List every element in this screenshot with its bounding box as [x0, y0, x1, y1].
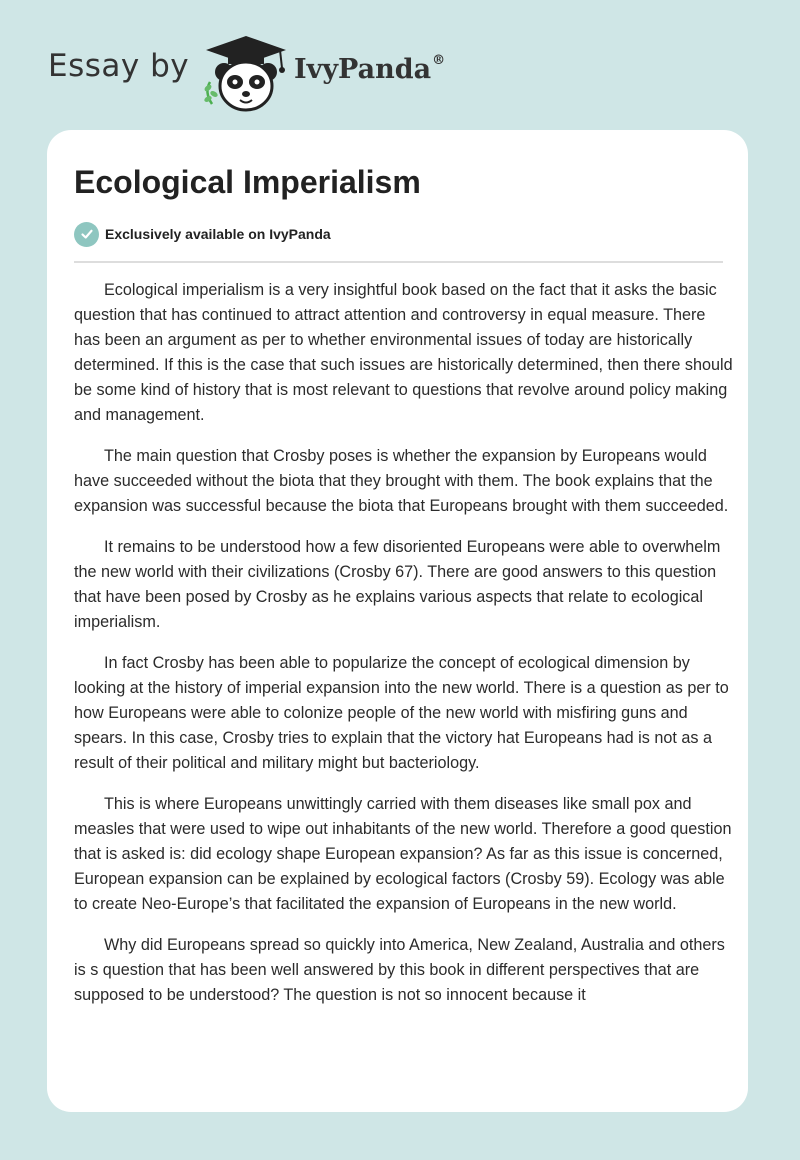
essay-by-label: Essay by [48, 48, 190, 84]
page-title: Ecological Imperialism [74, 164, 421, 200]
brand-name[interactable]: IvyPanda® [294, 53, 446, 85]
paragraph: In fact Crosby has been able to popularize the concept of ecological dimension by looking at the history of imperial expansion into the new world. There is a question as per to how Europeans were able to colonize people of the new world with misfiring guns and spears. In this case, Crosby tries to explain that the victory hat Europeans had is not as a result of their political and military might but bacteriology. [74, 654, 729, 772]
divider [74, 261, 723, 263]
paragraph: This is where Europeans unwittingly carried with them diseases like small pox and measles that were used to wipe out inhabitants of the new world. Therefore a good question that is asked is: did ecology shape European expansion? As far as this issue is concerned, European expansion can be explained by ecological factors (Crosby 59). Ecology was able to create Neo-Europe’s that facilitated the expansion of Europeans in the new world. [74, 795, 732, 913]
site-header [48, 30, 548, 110]
exclusive-badge [74, 221, 331, 247]
paragraph: The main question that Crosby poses is whether the expansion by Europeans would have succeeded without the biota that they brought with them. The book explains that the expansion was successful because the biota that Europeans brought with them succeeded. [74, 447, 729, 515]
panda-graduate-logo-icon[interactable] [202, 34, 290, 114]
essay-card [47, 130, 748, 1112]
paragraph: Why did Europeans spread so quickly into America, New Zealand, Australia and others is s question that has been well answered by this book in different perspectives that are supposed to be understood? The question is not so innocent because it [74, 936, 725, 1004]
paragraph: It remains to be understood how a few disoriented Europeans were able to overwhelm the new world with their civilizations (Crosby 67). There are good answers to this question that have been posed by Crosby as he explains various aspects that relate to ecological imperialism. [74, 538, 721, 631]
check-circle-icon [74, 222, 99, 247]
badge-text: Exclusively available on IvyPanda [105, 226, 331, 242]
registered-mark: ® [432, 53, 446, 68]
essay-body [74, 278, 734, 1024]
paragraph: Ecological imperialism is a very insightful book based on the fact that it asks the basic question that has continued to attract attention and controversy in equal measure. There has been an argument as per to whether environmental issues of today are historically determined. If this is the case that such issues are historically determined, then there should be some kind of history that is most relevant to questions that revolve around policy making and management. [74, 281, 733, 424]
